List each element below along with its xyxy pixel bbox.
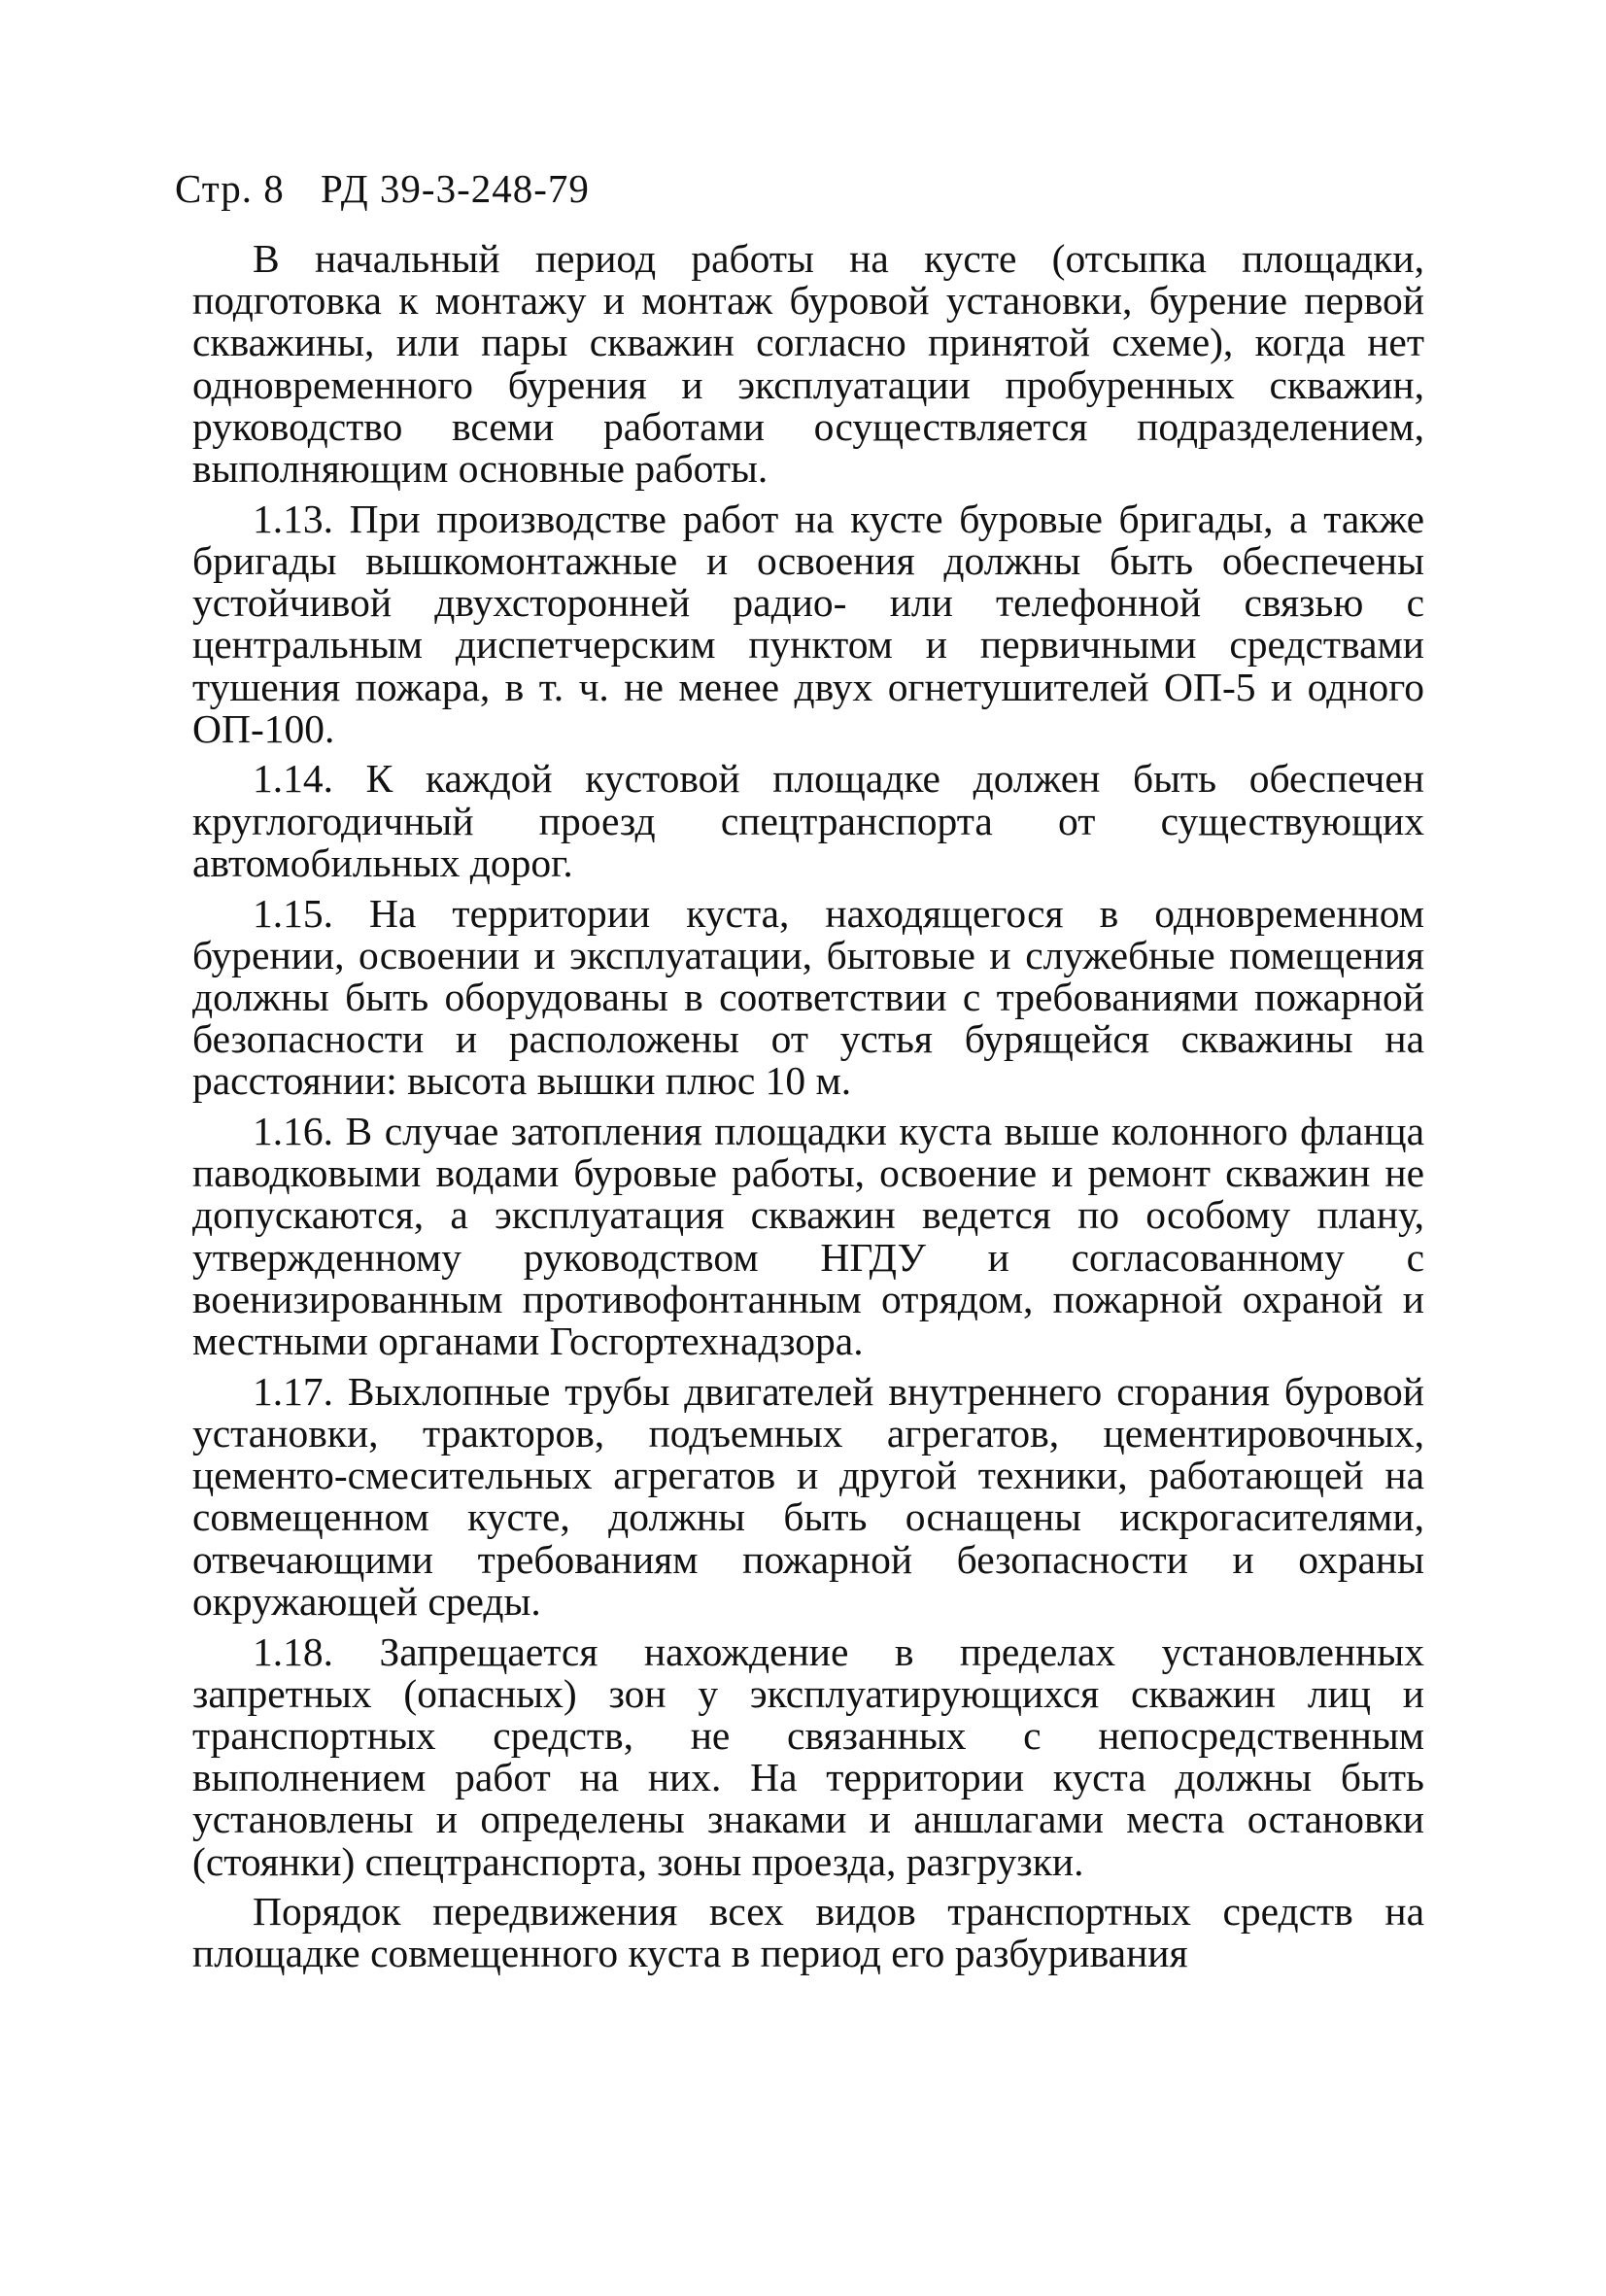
paragraph-1-17: 1.17. Выхлопные трубы двигателей внутреннего сгорания буровой установки, тракторов, подъемных агрегатов, цементировочных, цементо-смесительных агрегатов и другой техники, работающей на совмещенном кусте, должны быть оснащены искрогасителями, отвечающими требованиям пожарной безопасности и охраны окружающей среды.	[192, 1368, 1424, 1624]
paragraph-1-18: 1.18. Запрещается нахождение в пределах установленных запретных (опасных) зон у эксплуатирующихся скважин лиц и транспортных средств, не связанных с непосредственным выполнением работ на них. На территории куста должны быть установлены и определены знаками и аншлагами места остановки (стоянки) спецтранспорта, зоны проезда, разгрузки.	[192, 1628, 1424, 1884]
paragraph-intro: В начальный период работы на кусте (отсыпка площадки, подготовка к монтажу и монтаж буровой установки, бурение первой скважины, или пары скважин согласно принятой схеме), когда нет одновременного бурения и эксплуатации пробуренных скважин, руководство всеми работами осуществляется подразделением, выполняющим основные работы.	[192, 236, 1424, 492]
page-header	[175, 165, 590, 212]
document-body	[192, 238, 1424, 1983]
paragraph-transport-order: Порядок передвижения всех видов транспортных средств на площадке совмещенного куста в период его разбуривания	[192, 1889, 1424, 1976]
document-code: РД 39-3-248-79	[320, 166, 590, 211]
paragraph-1-15: 1.15. На территории куста, находящегося в одновременном бурении, освоении и эксплуатации, бытовые и служебные помещения должны быть оборудованы в соответствии с требованиями пожарной безопасности и расположены от устья бурящейся скважины на расстоянии: высота вышки плюс 10 м.	[192, 890, 1424, 1104]
paragraph-1-14: 1.14. К каждой кустовой площадке должен быть обеспечен круглогодичный проезд спецтранспорта от существующих автомобильных дорог.	[192, 756, 1424, 885]
paragraph-1-16: 1.16. В случае затопления площадки куста выше колонного фланца паводковыми водами буровые работы, освоение и ремонт скважин не допускаются, а эксплуатация скважин ведется по особому плану, утвержденному руководством НГДУ и согласованному с военизированным противофонтанным отрядом, пожарной охраной и местными органами Госгортехнадзора.	[192, 1109, 1424, 1364]
paragraph-1-13: 1.13. При производстве работ на кусте буровые бригады, а также бригады вышкомонтажные и освоения должны быть обеспечены устойчивой двухсторонней радио- или телефонной связью с центральным диспетчерским пунктом и первичными средствами тушения пожара, в т. ч. не менее двух огнетушителей ОП-5 и одного ОП-100.	[192, 496, 1424, 751]
page-number: Стр. 8	[175, 166, 285, 211]
